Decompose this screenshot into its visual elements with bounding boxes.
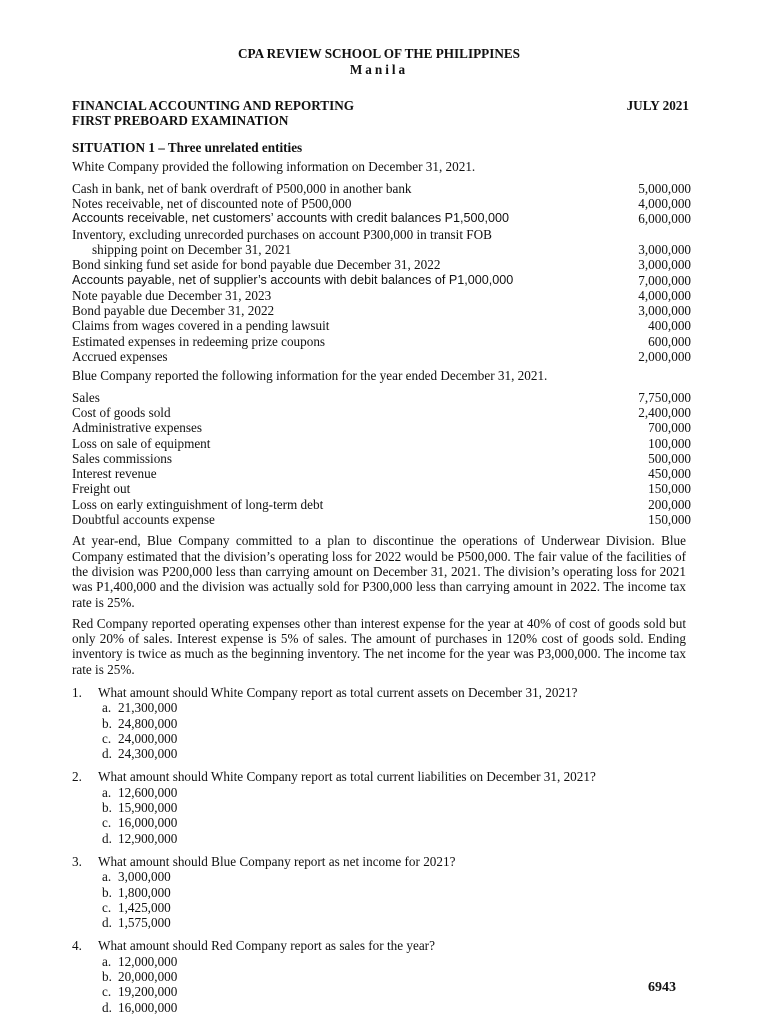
choice-item: c. 24,000,000 [102,730,178,746]
choice-item: a. 12,600,000 [102,784,178,800]
list-item: Claims from wages covered in a pending lawsuit 400,000 [72,318,691,334]
blue-items-list [72,389,691,528]
question-number: 1. [72,684,82,700]
school-city: Manila [349,62,409,78]
exam-title: FIRST PREBOARD EXAMINATION [72,112,289,128]
question-number: 3. [72,853,82,869]
choice-list [72,869,686,930]
choice-item: c. 19,200,000 [102,984,178,1000]
white-items-list [72,180,691,365]
choice-item: d. 16,000,000 [102,999,178,1015]
choice-item: b. 15,900,000 [102,800,178,816]
choice-item: b. 24,800,000 [102,715,178,731]
list-item: Accounts payable, net of supplier’s accounts with debit balances of P1,000,000 7,000,000 [72,272,691,288]
page-code: 6943 [648,980,676,995]
situation-title: SITUATION 1 – Three unrelated entities [72,140,303,156]
question-4 [72,938,686,1014]
choice-item: a. 21,300,000 [102,700,178,716]
choice-item: d. 1,575,000 [102,915,171,931]
choice-item: c. 16,000,000 [102,815,178,831]
red-paragraph: Red Company reported operating expenses other than interest expense for the year at 40% of cost of goods sold but only 20% of sales. Interest expense is 5% of sales. The amount of purchases in 120% cost of goods sold. Ending inventory is twice as much as the beginning inventory. The net income for the year was P3,000,000. The income tax rate is 25%. [72,615,686,677]
list-item: Accounts receivable, net customers’ accounts with credit balances P1,500,000 6,000,000 [72,211,691,227]
choice-item: b. 20,000,000 [102,969,178,985]
list-item: Administrative expenses 700,000 [72,420,691,436]
choice-item: c. 1,425,000 [102,899,171,915]
choice-item: d. 12,900,000 [102,830,178,846]
choice-item: b. 1,800,000 [102,884,171,900]
list-item: Doubtful accounts expense 150,000 [72,512,691,528]
subject-row [72,97,689,113]
list-item: Cost of goods sold 2,400,000 [72,404,691,420]
question-text: What amount should Blue Company report as net income for 2021? [98,853,456,869]
list-item: Sales commissions 500,000 [72,450,691,466]
list-item: Notes receivable, net of discounted note of P500,000 4,000,000 [72,196,691,212]
choice-item: a. 12,000,000 [102,953,178,969]
question-2 [72,769,686,845]
subject-title: FINANCIAL ACCOUNTING AND REPORTING [72,97,354,113]
question-3 [72,854,686,930]
list-item: Bond sinking fund set aside for bond payable due December 31, 2022 3,000,000 [72,257,691,273]
blue-paragraph: At year-end, Blue Company committed to a plan to discontinue the operations of Underwear Division. Blue Company estimated that the division’s operating loss for 2022 would be P500,000. The fair value of the facilities of the division was P200,000 less than carrying amount on December 31, 2021. The division’s operating loss for 2021 was P1,400,000 and the division was actually sold for P300,000 less than carrying amount in 2022. The income tax rate is 25%. [72,533,686,610]
choice-item: a. 3,000,000 [102,869,171,885]
list-item: Estimated expenses in redeeming prize coupons 600,000 [72,333,691,349]
exam-date: JULY 2021 [626,97,689,113]
choice-list [72,785,686,846]
list-item: Accrued expenses 2,000,000 [72,349,691,365]
white-intro: White Company provided the following information on December 31, 2021. [72,159,476,175]
list-item: Inventory, excluding unrecorded purchases on account P300,000 in transit FOB [72,226,492,242]
question-1 [72,685,686,761]
list-item: Loss on early extinguishment of long-term debt 200,000 [72,496,691,512]
question-number: 2. [72,769,82,785]
choice-list [72,954,686,1015]
question-text: What amount should Red Company report as sales for the year? [98,938,435,954]
choice-item: d. 24,300,000 [102,746,178,762]
choice-list [72,700,686,761]
question-text: What amount should White Company report as total current assets on December 31, 2021? [98,684,578,700]
question-text: What amount should White Company report as total current liabilities on December 31, 2021? [98,769,596,785]
blue-intro: Blue Company reported the following information for the year ended December 31, 2021. [72,368,548,384]
list-item: Loss on sale of equipment 100,000 [72,435,691,451]
list-item: Cash in bank, net of bank overdraft of P500,000 in another bank 5,000,000 [72,180,691,196]
list-item: Interest revenue 450,000 [72,466,691,482]
school-name: CPA REVIEW SCHOOL OF THE PHILIPPINES [237,46,520,61]
list-item: Sales 7,750,000 [72,389,691,405]
list-item: shipping point on December 31, 2021 3,000,000 [92,241,691,257]
question-number: 4. [72,938,82,954]
list-item: Note payable due December 31, 2023 4,000,000 [72,287,691,303]
list-item: Freight out 150,000 [72,481,691,497]
list-item: Bond payable due December 31, 2022 3,000,000 [72,303,691,319]
